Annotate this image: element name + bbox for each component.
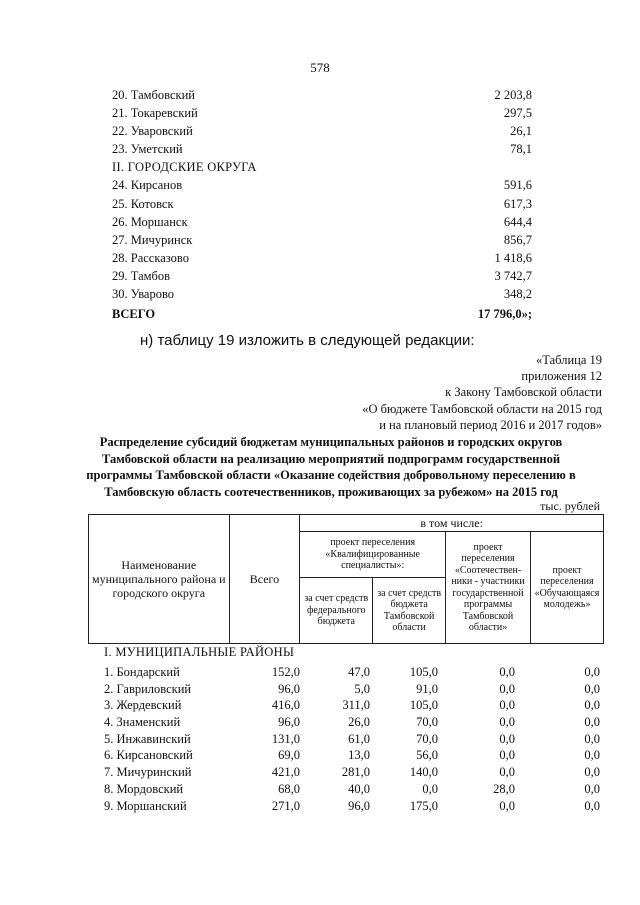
table-body	[104, 664, 600, 814]
section-row	[112, 158, 532, 176]
item-value: 3 742,7	[494, 268, 532, 283]
item-name: ВСЕГО	[112, 307, 156, 322]
header-federal: за счет средств федерального бюджета	[300, 578, 373, 644]
cell-fed: 26,0	[348, 715, 370, 730]
cell-total: 96,0	[278, 681, 300, 696]
list-item	[112, 213, 532, 231]
list-item	[112, 86, 532, 104]
list-item	[112, 140, 532, 158]
cell-p3: 0,0	[584, 715, 600, 730]
item-value: 2 203,8	[494, 88, 532, 102]
item-value: 617,3	[503, 196, 532, 211]
item-name: II. ГОРОДСКИЕ ОКРУГА	[112, 160, 257, 175]
cell-name: 9. Моршанский	[104, 798, 187, 813]
list-item	[112, 231, 532, 249]
cell-fed: 61,0	[348, 731, 370, 746]
item-name: 26. Моршанск	[112, 214, 188, 229]
cell-p2: 0,0	[499, 765, 515, 780]
header-including: в том числе:	[300, 515, 604, 532]
cell-total: 69,0	[278, 748, 300, 763]
item-name: 29. Тамбов	[112, 268, 171, 283]
table-row	[104, 747, 600, 764]
cell-p2: 28,0	[493, 781, 515, 796]
header-project3: проект переселения «Обучающаяся молодежь»	[531, 532, 604, 644]
table-row	[104, 714, 600, 731]
list-item	[112, 285, 532, 303]
header-name: Наименование муниципального района и городского округа	[89, 515, 230, 644]
list-item	[112, 176, 532, 194]
cell-name: 7. Мичуринский	[104, 765, 192, 780]
cell-reg: 0,0	[422, 781, 438, 796]
cell-reg: 105,0	[409, 698, 438, 713]
item-value: 644,4	[503, 214, 532, 229]
table-caption	[362, 352, 602, 433]
cell-p3: 0,0	[584, 681, 600, 696]
item-value: 856,7	[503, 232, 532, 247]
table-row	[104, 681, 600, 698]
header-regional: за счет средств бюджета Тамбовской области	[373, 578, 446, 644]
item-value: 26,1	[510, 124, 532, 139]
cell-p2: 0,0	[499, 748, 515, 763]
item-name: 21. Токаревский	[112, 106, 198, 121]
cell-name: 2. Гавриловский	[104, 681, 192, 696]
cell-total: 421,0	[271, 765, 300, 780]
cell-reg: 105,0	[409, 665, 438, 679]
table-row	[104, 664, 600, 681]
list-item	[112, 249, 532, 267]
cell-fed: 5,0	[354, 681, 370, 696]
total-row	[112, 305, 532, 323]
cell-name: 8. Мордовский	[104, 781, 184, 796]
table-row	[104, 781, 600, 798]
item-value: 591,6	[503, 178, 532, 193]
header-project1: проект переселения «Квалифицированные специалисты»:	[300, 532, 446, 578]
cell-total: 152,0	[271, 665, 300, 679]
table-header	[88, 514, 604, 644]
item-value: 1 418,6	[494, 250, 532, 265]
cell-name: 4. Знаменский	[104, 715, 181, 730]
cell-fed: 47,0	[348, 665, 370, 679]
table-row	[104, 697, 600, 714]
caption-line: «О бюджете Тамбовской области на 2015 год	[362, 401, 602, 416]
item-name: 20. Тамбовский	[112, 88, 195, 102]
cell-fed: 281,0	[341, 765, 370, 780]
cell-total: 271,0	[271, 798, 300, 813]
cell-p2: 0,0	[499, 681, 515, 696]
cell-reg: 91,0	[416, 681, 438, 696]
cell-p3: 0,0	[584, 665, 600, 679]
continued-list	[112, 86, 532, 323]
item-value: 17 796,0»;	[477, 307, 532, 322]
item-name: 25. Котовск	[112, 196, 174, 211]
cell-name: 3. Жердевский	[104, 698, 182, 713]
item-name: 23. Уметский	[112, 142, 183, 157]
cell-reg: 70,0	[416, 731, 438, 746]
item-value: 297,5	[503, 106, 532, 121]
cell-reg: 140,0	[409, 765, 438, 780]
cell-total: 96,0	[278, 715, 300, 730]
section-title: I. МУНИЦИПАЛЬНЫЕ РАЙОНЫ	[104, 645, 295, 659]
cell-p2: 0,0	[499, 698, 515, 713]
cell-fed: 311,0	[342, 698, 370, 713]
cell-p3: 0,0	[584, 765, 600, 780]
header-project2: проект переселения «Соотечествен-ники - участники государственной программы Тамбовской области»	[446, 532, 531, 644]
list-item	[112, 195, 532, 213]
item-value: 348,2	[503, 287, 532, 302]
cell-p3: 0,0	[584, 798, 600, 813]
units-label: тыс. рублей	[540, 499, 600, 513]
item-value: 78,1	[510, 142, 532, 157]
cell-name: 1. Бондарский	[104, 665, 180, 679]
table-row	[104, 798, 600, 815]
cell-reg: 70,0	[416, 715, 438, 730]
page-number: 578	[310, 60, 330, 75]
cell-p2: 0,0	[499, 798, 515, 813]
item-name: 24. Кирсанов	[112, 178, 183, 193]
item-name: 22. Уваровский	[112, 124, 193, 139]
item-name: 27. Мичуринск	[112, 232, 193, 247]
cell-p3: 0,0	[584, 731, 600, 746]
cell-name: 5. Инжавинский	[104, 731, 191, 746]
cell-fed: 40,0	[348, 781, 370, 796]
cell-p3: 0,0	[584, 698, 600, 713]
cell-reg: 175,0	[409, 798, 438, 813]
table-row	[104, 731, 600, 748]
item-name: 28. Рассказово	[112, 250, 189, 265]
cell-p2: 0,0	[499, 715, 515, 730]
cell-p2: 0,0	[499, 665, 515, 679]
cell-name: 6. Кирсановский	[104, 748, 193, 763]
cell-fed: 96,0	[348, 798, 370, 813]
table-heading: Распределение субсидий бюджетам муниципальных районов и городских округов Тамбовской области на реализацию мероприятий подпрограмм государственной программы Тамбовской области «Оказание содействия добровольному переселению в Тамбовскую область соотечественников, проживающих за рубежом» на 2015 год	[86, 435, 576, 499]
list-item	[112, 122, 532, 140]
cell-p3: 0,0	[584, 748, 600, 763]
cell-reg: 56,0	[416, 748, 438, 763]
list-item	[112, 267, 532, 285]
amendment-text: н) таблицу 19 изложить в следующей редакции:	[140, 332, 475, 349]
list-item	[112, 104, 532, 122]
table-row	[104, 764, 600, 781]
caption-line: «Таблица 19	[536, 353, 602, 367]
caption-line: приложения 12	[521, 369, 602, 384]
caption-line: к Закону Тамбовской области	[445, 385, 602, 400]
item-name: 30. Уварово	[112, 287, 175, 302]
cell-fed: 13,0	[348, 748, 370, 763]
cell-total: 416,0	[271, 698, 300, 713]
cell-total: 131,0	[271, 731, 300, 746]
cell-p3: 0,0	[584, 781, 600, 796]
cell-total: 68,0	[278, 781, 300, 796]
caption-line: и на плановый период 2016 и 2017 годов»	[379, 417, 602, 432]
header-total: Всего	[229, 515, 300, 644]
cell-p2: 0,0	[499, 731, 515, 746]
